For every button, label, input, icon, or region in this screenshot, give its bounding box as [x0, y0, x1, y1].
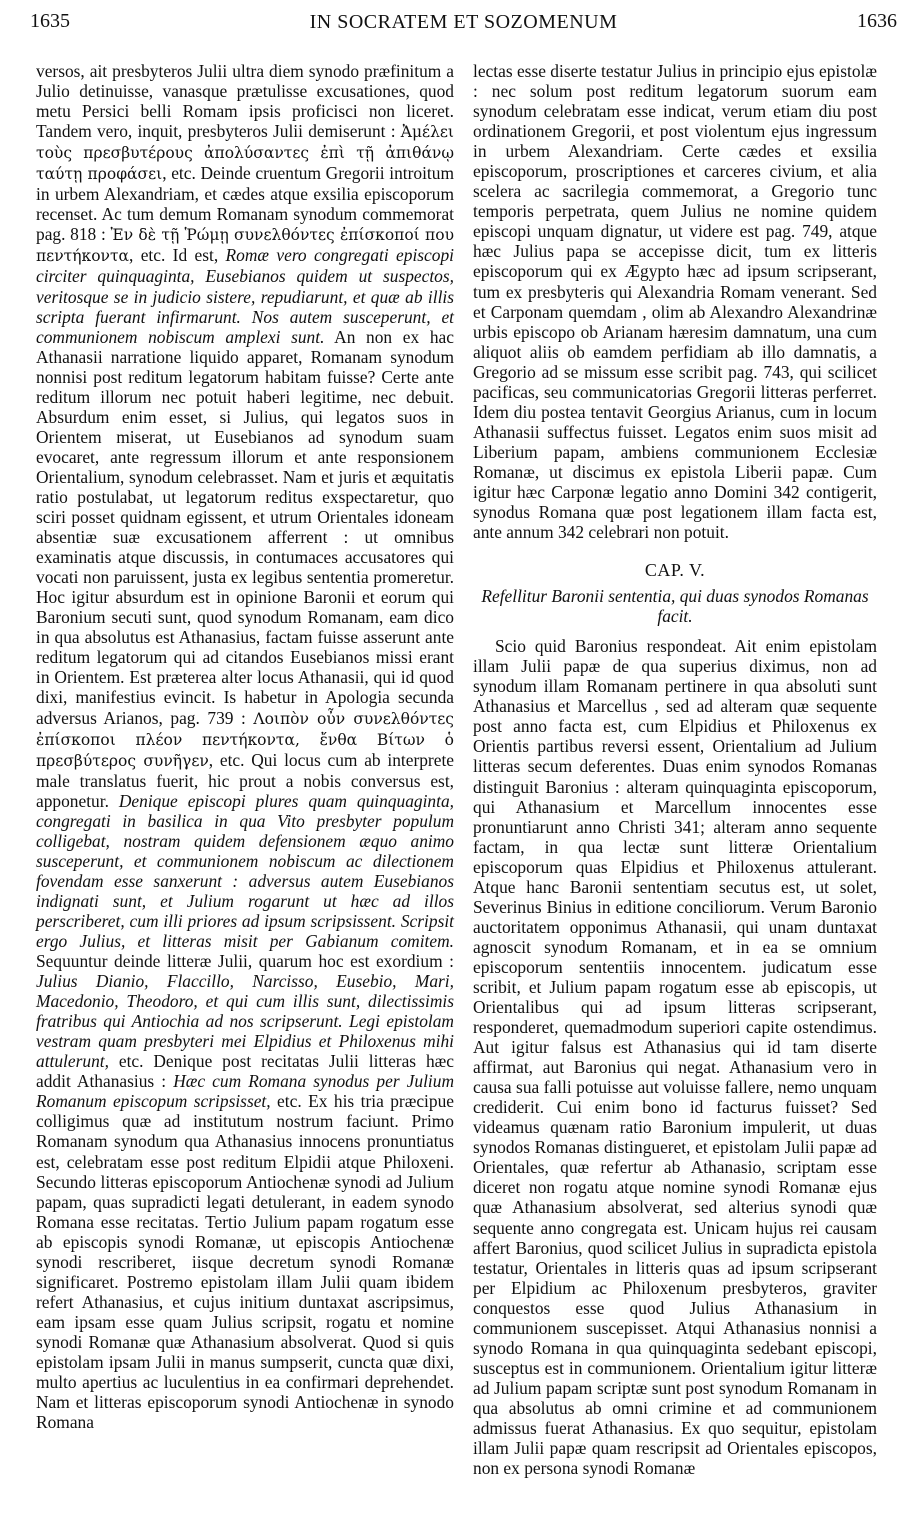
right-paragraph: Scio quid Baronius respondeat. Ait enim epistolam illam Julii papæ de qua superius diximus, non ad synodum illam Romanam pertinere in qua absoluti sunt Athanasius et Marcellus , sed ad alteram quæ sequente post anno facta est, cum Elpidius et Philoxenus ex Orientis partibus reversi essent, Orientalium ad Julium litteras secum deferentes. Duas enim synodos Romanas distinguit Baronius : alteram quinquaginta episcoporum, qui Athanasium et Marcellum innocentes esse pronuntiarunt anno Christi 341; alteram anno sequente factam, in qua lectæ sunt litteræ Orientalium episcoporum quas Elpidius et Philoxenus attulerant. Atque hanc Baronii sententiam secutus est, ut solet, Severinus Binius in editione conciliorum. Verum Baronio auctoritatem opponimus Athanasii, qui unam duntaxat agnoscit synodum Romanam, et in ea se omnium episcoporum sententiis innocentem. judicatum esse scribit, et Julium papam rogatum esse ab episcopis, ut Orientalibus qui ad ipsum litteras scripserant, responderet, quemadmodum superiori capite ostendimus. Aut igitur falsus est Athanasius qui id tam diserte affirmat, aut Baronius qui negat. Athanasium vero in causa sua falli potuisse aut voluisse fallere, nemo unquam crediderit. Cui enim bono id facturus fuisset? Sed videamus quænam ratio Baronium impulerit, ut duas synodos Romanas distingueret, et epistolam Julii papæ ad Orientales, quæ refertur ab Athanasio, scriptam esse diceret non rogatu atque nomine synodi Romanæ ejus quæ Athanasium absolverat, sed alterius synodi quæ sequente anno congregata est. Unicam hujus rei causam affert Baronius, quod scilicet Julius in supradicta epistola testatur, Orientales in litteris quas ad ipsum scripserant per Elpidium ac Philoxenum presbyteros, graviter conquestos esse quod Julius Athanasium in communionem suscepisset. Atqui Athanasius nonnisi a synodo Romana in qua quinquaginta sedebant episcopi, susceptus est in communionem. Orientalium igitur litteræ ad Julium papam scriptæ sunt post synodum Romanam in qua absolutus ab omni crimine et ad communionem admissus fuerat Athanasius. Ex quo sequitur, epistolam illam Julii papæ quam rescripsit ad Orientales episcopos, non ex persona synodi Romanæ [473, 636, 877, 1479]
chapter-subtitle: Refellitur Baronii sententia, qui duas synodos Romanas facit. [481, 586, 869, 627]
page-number-left: 1635 [30, 10, 70, 32]
text-span: etc. Denique post recitatas Julii litteras hæc addit Athanasius : [36, 1051, 454, 1092]
italic-quote: Denique episcopi plures quam quinquaginta, congregati in basilica in qua Vito presbyter populum colligebat, nostram quidem defensionem æquo animo susceperunt, et communionem nobiscum ac dilectionem fovendam esse sanxerunt : adversus autem Eusebianos indignati sunt, et Julium rogarunt ut hæc ad illos perscriberet, cum illi priores ad ipsum scripsissent. Scripsit ergo Julius, et litteras misit per Gabianum comitem. [36, 790, 454, 952]
text-span: An non ex hac Athanasii narratione liquido apparet, Romanam synodum nonnisi post reditum legatorum habitam fuisse? Certe ante reditum illorum nec potuit haberi legitime, nec debuit. Absurdum enim esset, si Julius, qui legatos suos in Orientem miserat, ut Eusebianos ad synodum suam evocaret, ante regressum illorum et ante responsionem Orientalium, synodum celebrasset. Nam et juris et æquitatis ratio postulabat, ut legatorum reditus exspectaretur, quo sciri posset quidnam egissent, et utrum Orientales idoneam absentiæ suæ excusationem afferrent : ut omnibus examinatis atque discussis, in contumaces accusatores qui vocati non paruissent, justa ex legibus sententia promeretur. Hoc igitur absurdum est in opinione Baronii et eorum qui Baronium secuti sunt, quod synodum Romanam, eam dico in qua absolutus est Athanasius, factam fuisse asserunt ante reditum legatorum qui ad citandos Eusebianos missi erant in Orientem. Est præterea alter locus Athanasii, qui id quod dixi, manifestius evincit. Is habetur in Apologia secunda adversus Arianos, pag. 739 : [36, 326, 454, 728]
italic-quote: Hæc cum Romana synodus per Julium Romanum episcopum scripsisset, [36, 1071, 455, 1112]
text-span: , etc. Deinde cruentum Gregorii introitum in urbem Alexandriam, et cædes atque exsilia episcoporum recenset. Ac tum demum Romanam synodum commemorat pag. 818 : [36, 163, 454, 245]
chapter-title: CAP. V. [644, 560, 706, 581]
text-span: , etc. Id est, [129, 245, 226, 266]
page-number-right: 1636 [857, 10, 897, 32]
page-header [30, 10, 897, 50]
left-paragraph [36, 61, 454, 1432]
text-span: Sequuntur deinde litteræ Julii, quarum hoc est exordium : [36, 951, 454, 972]
right-paragraph: lectas esse diserte testatur Julius in principio ejus epistolæ : nec solum post reditum legatorum suorum eam synodum celebratam esse indicat, verum etiam diu post ordinationem Gregorii, et post violentum ejus ingressum in urbem Alexandriam. Certe cædes et exsilia episcoporum, proscriptiones et carceres civium, et alia scelera ac sacrilegia commemorat, a Gregorio tunc temporis perpetrata, quem Julius ne nomine quidem episcopi unquam dignatur, ut videre est pag. 749, atque hæc Julius papa se accepisse dicit, tum ex litteris episcoporum qui ex Ægypto hæc ad ipsum scripserant, tum ex presbyteris qui Alexandria Romam venerant. Sed et Carponam quemdam , olim ab Alexandro Alexandrinæ urbis episcopo ob Arianam hæresim damnatum, una cum aliquot aliis ob eamdem perfidiam ab illo damnatis, a Gregorio ad se missum esse scribit pag. 743, qui scilicet pacificas, seu communicatorias Gregorii litteras perferret. Idem diu postea tentavit Georgius Arianus, cum in locum Athanasii suffectus fuisset. Legatos enim suos misit ad Liberium papam, ambiens communionem Ecclesiæ Romanæ, ut discimus ex epistola Liberii papæ. Cum igitur hæc Carponæ legatio anno Domini 342 contigerit, synodus Romana quæ post legationem illam facta est, ante annum 342 celebrari non potuit. [473, 61, 877, 543]
italic-quote: Romæ vero congregati episcopi circiter quinquaginta, Eusebianos quidem ut suspectos, veritosque se in judicio sistere, repudiarunt, et quæ ab illis scripta fuerant infirmarunt. Nos autem susceperunt, et communionem nobiscum amplexi sunt. [36, 245, 454, 347]
running-title: IN SOCRATEM ET SOZOMENUM [309, 11, 618, 33]
italic-quote: Julius Dianio, Flaccillo, Narcisso, Eusebio, Mari, Macedonio, Theodoro, et qui cum illis sunt, dilectissimis fratribus qui Antiochia ad nos scripserunt. Legi epistolam vestram quam presbyteri mei Elpidius et Philoxenus mihi attulerunt, [36, 971, 454, 1072]
greek-quote: Ἀμέλει τοὺς πρεσβυτέρους ἀπολύσαντες ἐπὶ τῇ ἀπιθάνῳ ταύτῃ προφάσει [36, 123, 454, 184]
text-span: versos, ait presbyteros Julii ultra diem synodo præfinitum a Julio detinuisse, vanasque prætulisse excusationes, quod metu Persici belli Romam ipsis proficisci non liceret. Tandem vero, inquit, presbyteros Julii demiserunt : [36, 61, 454, 142]
text-span: , etc. Qui locus cum ab interprete male translatus fuerit, hic prout a nobis conversus est, apponetur. [36, 749, 454, 811]
left-column [36, 61, 454, 1432]
right-column [473, 61, 877, 1478]
greek-quote: Ἐν δὲ τῇ Ῥώμῃ συνελθόντες ἐπίσκοποί που πεντήκοντα [36, 226, 454, 266]
text-span: etc. Ex his tria præcipue colligimus quæ ad institutum nostrum faciunt. Primo Romanam synodum qua Athanasius innocens pronuntiatus est, celebratam esse post reditum Elpidii atque Philoxeni. Secundo litteras episcoporum Antiochenæ synodi ad Julium papam, quas supradicti legati detulerant, in eadem synodo Romana esse recitatas. Tertio Julium papam rogatum esse ab episcopis synodi Romanæ, ut episcopis Antiochenæ synodi rescriberet, iisque decretum synodi Romanæ significaret. Postremo epistolam illam Julii quam ibidem refert Athanasius, et cujus initium duntaxat ascripsimus, eam ipsam esse quam Julius scripsit, rogatu et nomine synodi Romanæ quæ Athanasium absolverat. Quod si quis epistolam ipsam Julii in manus sumpserit, cuncta quæ dixi, multo apertius ac luculentius in ea confirmari deprehendet. Nam et litteras episcoporum synodi Antiochenæ in synodo Romana [36, 1091, 454, 1433]
greek-quote: Λοιπὸν οὖν συνελθόντες ἐπίσκοποι πλέον πεντήκοντα, ἔνθα Βίτων ὁ πρεσβύτερος συνῆγεν [36, 709, 454, 770]
